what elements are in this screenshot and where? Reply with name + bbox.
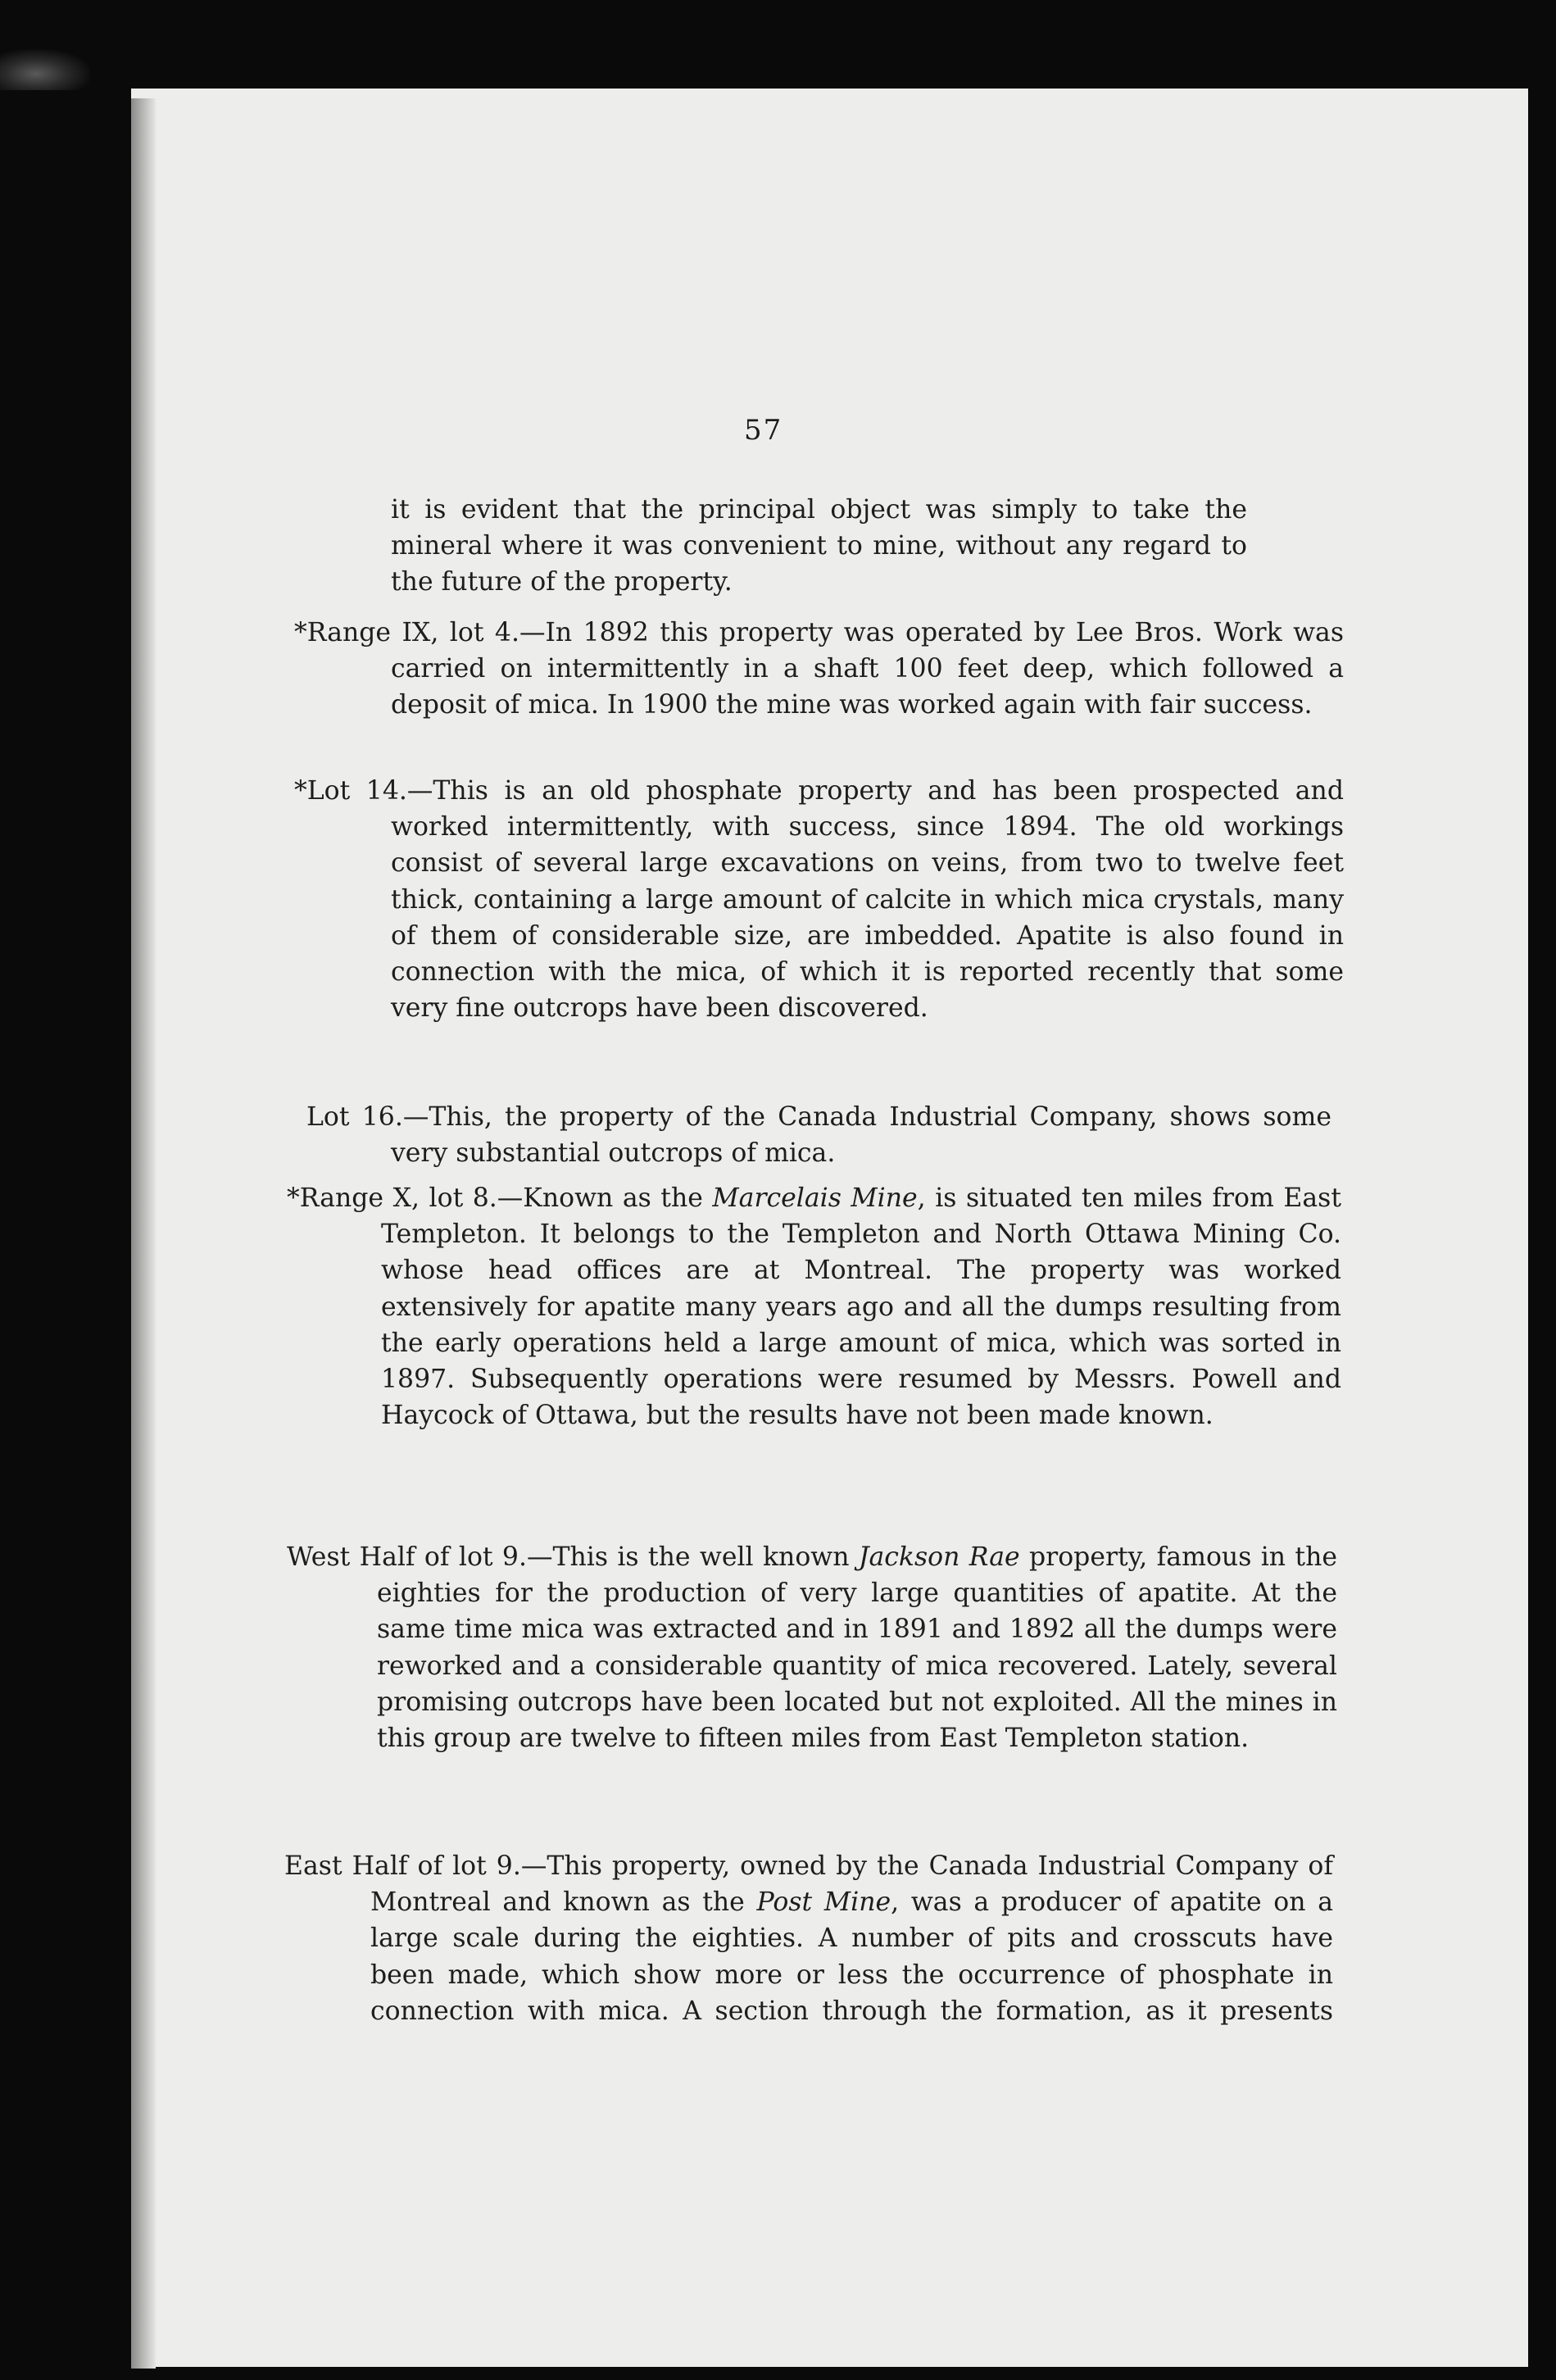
page-gutter-shadow xyxy=(131,98,156,2369)
paragraph-continuation xyxy=(391,492,1247,601)
entry-heading: *Lot 14. xyxy=(294,776,407,806)
scan-edge-artifact xyxy=(0,49,90,90)
paragraph-text: , was a producer of apatite on a large scale during the eighties. A number of pits and crosscuts have been made, which show more or less the occurrence of phosphate in connection with mica. A section through the formation, as it presents xyxy=(370,1887,1334,2026)
paragraph-text: —This, the property of the Canada Industrial Company, shows some very substantial outcrops of mica. xyxy=(391,1102,1331,1169)
entry-heading: *Range X, lot 8. xyxy=(287,1183,497,1213)
paragraph-lot-14 xyxy=(294,773,1344,1026)
page-number: 57 xyxy=(744,414,783,447)
entry-heading: East Half of lot 9. xyxy=(284,1851,521,1881)
paragraph-text: —This is the well known xyxy=(526,1542,859,1572)
entry-heading: West Half of lot 9. xyxy=(287,1542,527,1572)
paragraph-lot-16 xyxy=(306,1099,1331,1171)
paragraph-text: —In 1892 this property was operated by Lee Bros. Work was carried on intermittently in a shaft 100 feet deep, which followed a deposit of mica. In 1900 the mine was worked again with fair success. xyxy=(391,618,1344,720)
paragraph-range-ix-lot-4 xyxy=(294,615,1344,724)
paragraph-text: it is evident that the principal object was simply to take the mineral where it was convenient to mine, without any regard to the future of the property. xyxy=(391,495,1247,597)
paragraph-text: property, famous in the eighties for the production of very large quantities of apatite. At the same time mica was extracted and in 1891 and 1892 all the dumps were reworked and a considerable quantity of mica recovered. Lately, several promising outcrops have been located but not exploited. All the mines in this group are twelve to fifteen miles from East Templeton station. xyxy=(377,1542,1337,1754)
paragraph-range-x-lot-8 xyxy=(287,1180,1341,1433)
paragraph-text: —This property, owned by the Canada Industrial Company of Montreal and known as the xyxy=(370,1851,1334,1918)
entry-heading: Lot 16. xyxy=(306,1102,403,1132)
mine-name: Jackson Rae xyxy=(858,1542,1020,1572)
mine-name: Marcelais Mine xyxy=(712,1183,918,1213)
paragraph-text: —Known as the xyxy=(497,1183,713,1213)
mine-name: Post Mine xyxy=(756,1887,891,1918)
entry-heading: *Range IX, lot 4. xyxy=(294,618,519,647)
paragraph-text: , is situated ten miles from East Templeton. It belongs to the Templeton and North Ottawa Mining Co. whose head offices are at Montreal. The property was worked extensively for apatite many years ago and all the dumps resulting from the early operations held a large amount of mica, which was sorted in 1897. Subsequently operations were resumed by Messrs. Powell and Haycock of Ottawa, but the results have not been made known. xyxy=(381,1183,1342,1431)
paragraph-east-half-lot-9 xyxy=(284,1848,1333,2029)
paragraph-west-half-lot-9 xyxy=(287,1539,1337,1756)
paragraph-text: —This is an old phosphate property and has been prospected and worked intermittently, with success, since 1894. The old workings consist of several large excavations on veins, from two to twelve feet thick, containing a large amount of calcite in which mica crystals, many of them of considerable size, are imbedded. Apatite is also found in connection with the mica, of which it is reported recently that some very fine outcrops have been discovered. xyxy=(391,776,1344,1024)
